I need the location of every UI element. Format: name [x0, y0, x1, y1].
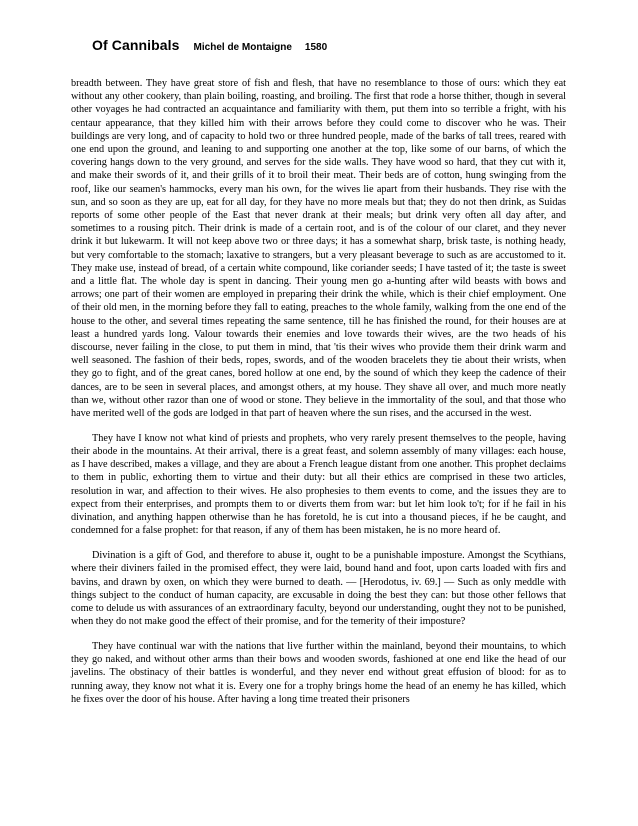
author-name: Michel de Montaigne — [193, 42, 292, 53]
paragraph: breadth between. They have great store of fish and flesh, that have no resemblance to those of ours: which they eat without any other cookery, than plain boiling, roasting, and broiling. The first that rode a horse thither, though in several other voyages he had contracted an acquaintance and familiarity with them, put them into so terrible a fright, with his centaur appearance, that they killed him with their arrows before they could come to discover who he was. Their buildings are very long, and of capacity to hold two or three hundred people, made of the barks of tall trees, reared with one end upon the ground, and leaning to and supporting one another at the top, like some of our barns, of which the covering hangs down to the very ground, and serves for the side walls. They have wood so hard, that they cut with it, and make their swords of it, and their grills of it to broil their meat. Their beds are of cotton, hung swinging from the roof, like our seamen's hammocks, every man his own, for the wives lie apart from their husbands. They rise with the sun, and so soon as they are up, eat for all day, for they have no more meals but that; they do not then drink, as Suidas reports of some other people of the East that never drank at their meals; but drink very often all day after, and sometimes to a rousing pitch. Their drink is made of a certain root, and is of the colour of our claret, and they never drink it but lukewarm. It will not keep above two or three days; it has a somewhat sharp, brisk taste, is nothing heady, but very comfortable to the stomach; laxative to strangers, but a very pleasant beverage to such as are accustomed to it. They make use, instead of bread, of a certain white compound, like coriander seeds; I have tasted of it; the taste is sweet and a little flat. The whole day is spent in dancing. Their young men go a-hunting after wild beasts with bows and arrows; one part of their women are employed in preparing their drink the while, which is their chief employment. One of their old men, in the morning before they fall to eating, preaches to the whole family, walking from the one end of the house to the other, and several times repeating the same sentence, till he has finished the round, for their houses are at least a hundred yards long. Valour towards their enemies and love towards their wives, are the two heads of his discourse, never failing in the close, to put them in mind, that 'tis their wives who provide them their drink warm and well seasoned. The fashion of their beds, ropes, swords, and of the wooden bracelets they tie about their wrists, when they go to fight, and of the great canes, bored hollow at one end, by the sound of which they keep the cadence of their dances, are to be seen in several places, and amongst others, at my house. They shave all over, and much more neatly than we, without other razor than one of wood or stone. They believe in the immortality of the soul, and that those who have merited well of the gods are lodged in that part of heaven where the sun rises, and the accursed in the west. — [71, 78, 566, 420]
paragraph: They have I know not what kind of priests and prophets, who very rarely present themselves to the people, having their abode in the mountains. At their arrival, there is a great feast, and solemn assembly of many villages: each house, as I have described, makes a village, and they are about a French league distant from one another. This prophet declaims to them in public, exhorting them to virtue and their duty: but all their ethics are comprised in these two articles, resolution in war, and affection to their wives. He also prophesies to them events to come, and the issues they are to expect from their enterprises, and prompts them to or diverts them from war: but let him look to't; for if he fail in his divination, and anything happen otherwise than he has foretold, he is cut into a thousand pieces, if he be caught, and condemned for a false prophet: for that reason, if any of them has been mistaken, he is no more heard of. — [71, 432, 566, 537]
paragraph: They have continual war with the nations that live further within the mainland, beyond their mountains, to which they go naked, and without other arms than their bows and wooden swords, fashioned at one end like the head of our javelins. The obstinacy of their battles is wonderful, and they never end without great effusion of blood: for as to running away, they know not what it is. Every one for a trophy brings home the head of an enemy he has killed, which he fixes over the door of his house. After having a long time treated their prisoners — [71, 640, 566, 705]
essay-title: Of Cannibals — [92, 37, 180, 53]
publication-year: 1580 — [304, 42, 328, 53]
body-text — [71, 77, 566, 718]
page-header — [92, 37, 327, 55]
paragraph: Divination is a gift of God, and therefore to abuse it, ought to be a punishable imposture. Amongst the Scythians, where their diviners failed in the promised effect, they were laid, bound hand and foot, upon carts loaded with firs and bavins, and drawn by oxen, on which they were burned to death. — [Herodotus, iv. 69.] — Such as only meddle with things subject to the conduct of human capacity, are excusable in doing the best they can: but those other fellows that come to delude us with assurances of an extraordinary faculty, beyond our understanding, ought they not to be punished, when they do not make good the effect of their promise, and for the temerity of their imposture? — [71, 550, 566, 628]
